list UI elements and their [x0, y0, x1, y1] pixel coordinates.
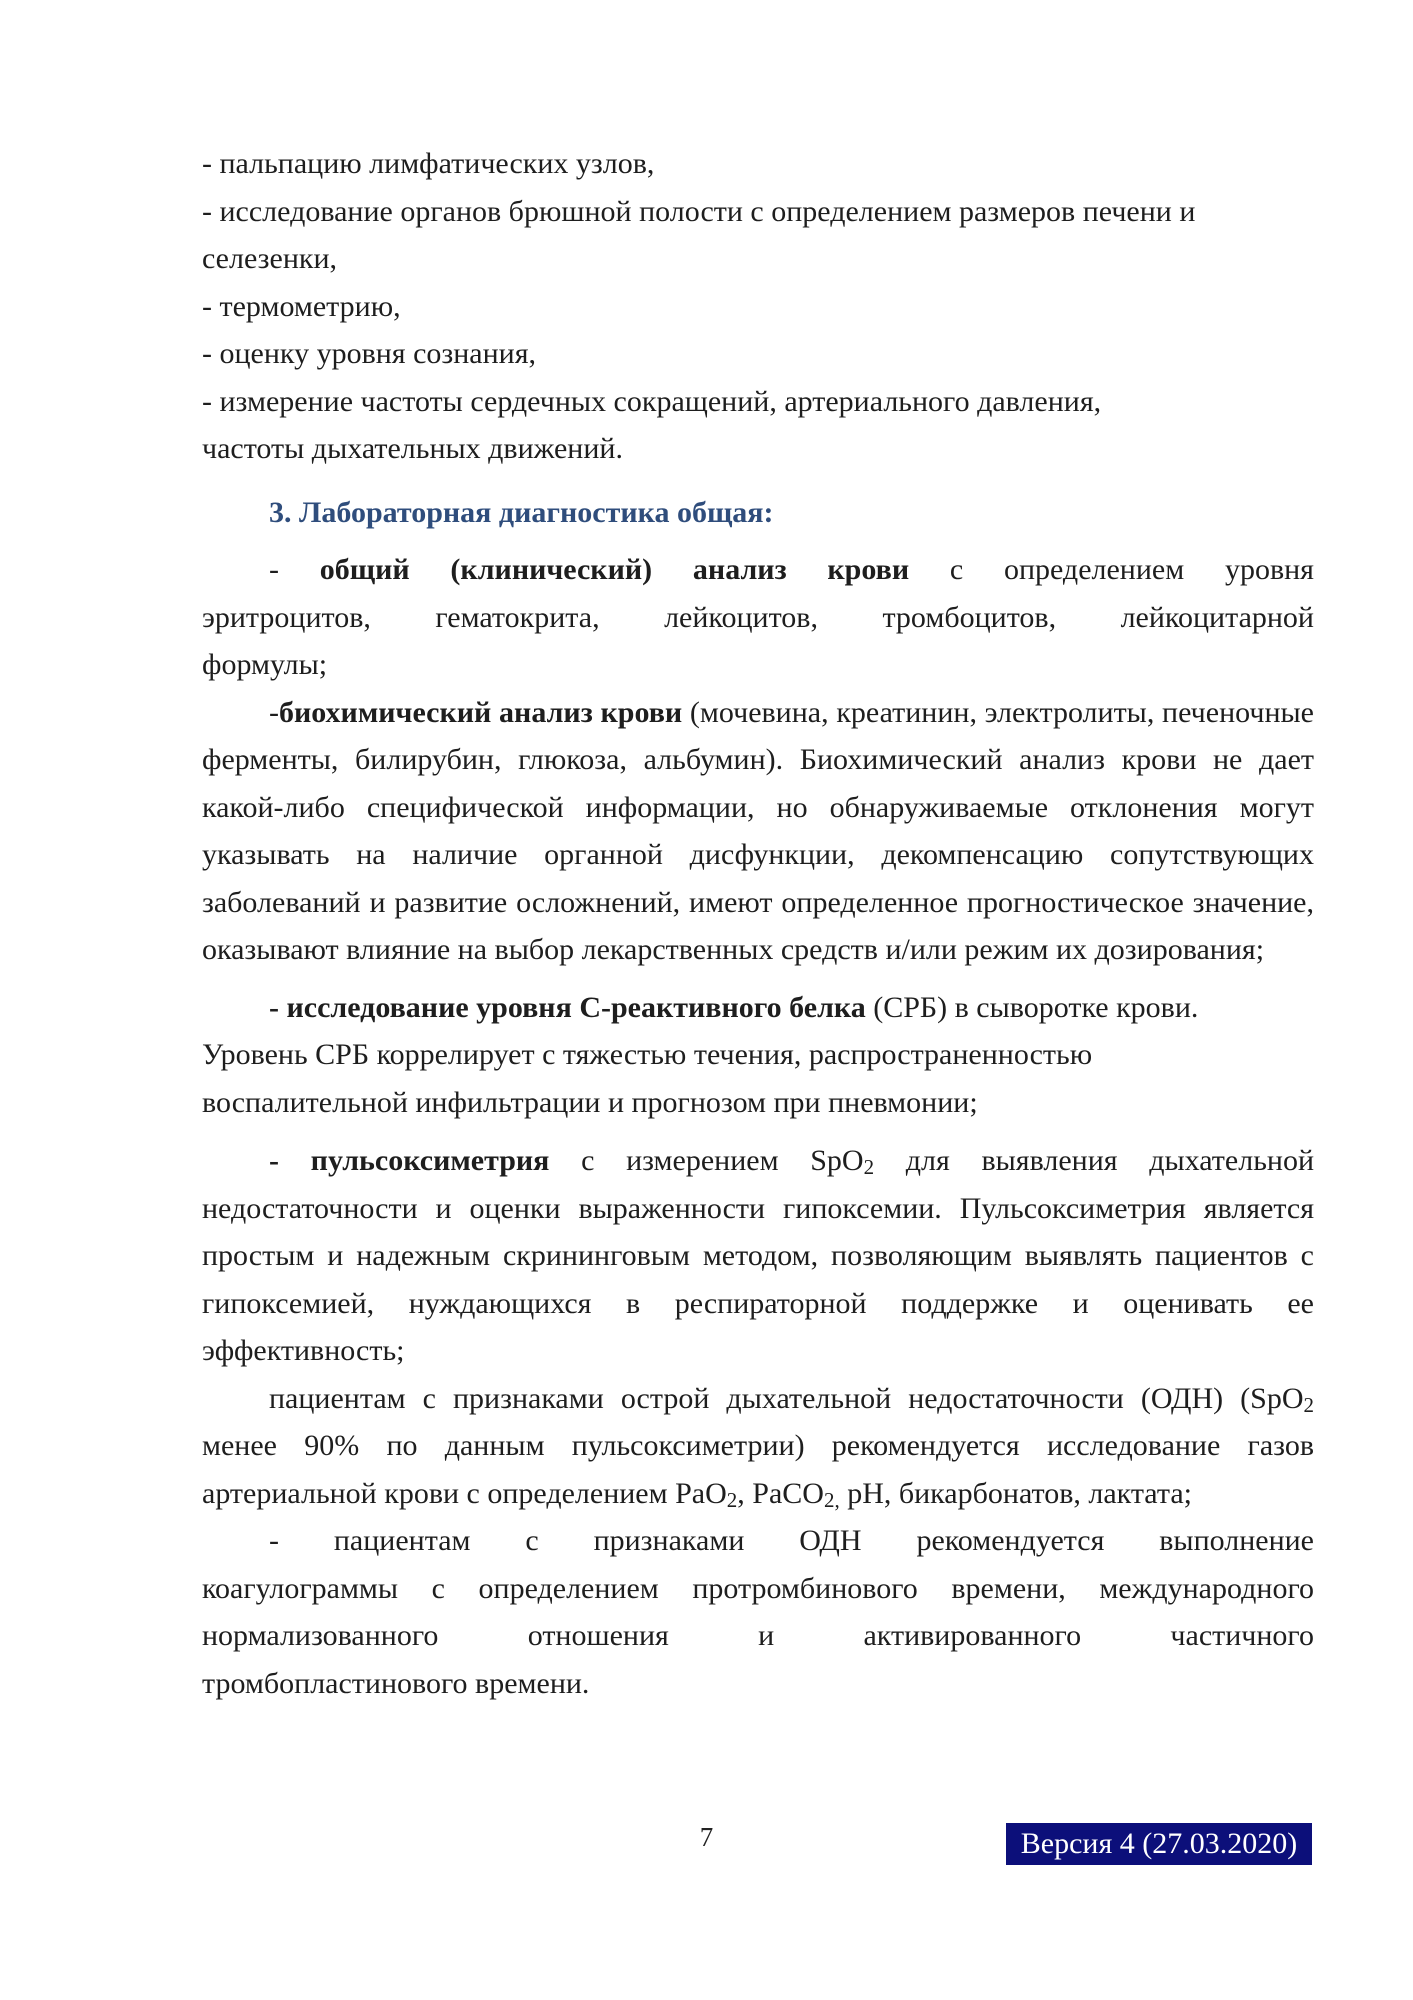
pulse-subscript: 2 [863, 1155, 875, 1179]
biochem-paragraph [202, 689, 1314, 974]
list-item-thermometry: - термометрию, [202, 289, 401, 323]
odn-subscript1: 2 [1303, 1392, 1314, 1417]
odn-text-part2: менее 90% по данным пульсоксиметрии) рекомендуется исследование газов артериальной крови с определением PaO [202, 1429, 1314, 1510]
coag-paragraph-line4: тромбопластинового времени. [202, 1666, 590, 1700]
pulse-text-part1: с измерением SpO [549, 1144, 864, 1177]
odn-text-part4: pH, бикарбонатов, лактата; [839, 1476, 1192, 1510]
document-body [202, 140, 1314, 1707]
pulse-oximetry-paragraph [202, 1137, 1314, 1375]
cbc-dash: - [269, 553, 320, 586]
odn-text-part3: , PaCO [737, 1476, 824, 1510]
crp-paragraph-line1 [202, 984, 1314, 1032]
list-item-palpation: - пальпацию лимфатических узлов, [202, 147, 655, 180]
crp-paragraph-line2: Уровень СРБ коррелирует с тяжестью течения, распространенностью [202, 1038, 1093, 1071]
coag-paragraph-line2: коагулограммы с определением протромбинового времени, международного [202, 1571, 1314, 1605]
biochem-text: (мочевина, креатинин, электролиты, печеночные ферменты, билирубин, глюкоза, альбумин). Биохимический анализ крови не дает какой-либо специфической информации, но обнаруживаемые отклонения могут указывать на наличие органной дисфункции, декомпенсацию сопутствующих заболеваний и развитие осложнений, имеют определенное прогностическое значение, оказывают влияние на выбор лекарственных средств и/или режим их дозирования; [202, 695, 1314, 966]
coag-paragraph-line3: нормализованного отношения и активированного частичного [202, 1619, 1314, 1652]
list-item-abdomen-line2: селезенки, [202, 242, 337, 275]
cbc-paragraph-line3: формулы; [202, 648, 328, 681]
cbc-bold-term: общий (клинический) анализ крови [319, 553, 910, 586]
page-number: 7 [699, 1822, 714, 1852]
pulse-text-part2: для выявления дыхательной недостаточности и оценки выраженности гипоксемии. Пульсоксиметрия является простым и надежным скрининговым методом, позволяющим выявлять пациентов с гипоксемией, нуждающихся в респираторной поддержке и оценивать ее эффективность; [202, 1144, 1314, 1367]
list-item-vitals-line2: частоты дыхательных движений. [202, 432, 623, 465]
list-item-consciousness: - оценку уровня сознания, [202, 337, 537, 370]
crp-line1-rest: (СРБ) в сыворотке крови. [865, 990, 1199, 1024]
odn-subscript2: 2 [726, 1487, 738, 1512]
pulse-bold-term: - пульсоксиметрия [269, 1144, 550, 1177]
odn-paragraph [202, 1375, 1314, 1518]
section-heading: 3. Лабораторная диагностика общая: [269, 495, 774, 529]
cbc-paragraph-line2: эритроцитов, гематокрита, лейкоцитов, тромбоцитов, лейкоцитарной [202, 600, 1314, 634]
list-item-vitals-line1: - измерение частоты сердечных сокращений, артериального давления, [202, 384, 1102, 418]
biochem-bold-term: биохимический анализ крови [279, 695, 683, 729]
odn-subscript3: 2, [823, 1487, 840, 1512]
crp-bold-term: - исследование уровня С-реактивного белка [269, 990, 866, 1024]
odn-text-part1: пациентам с признаками острой дыхательной недостаточности (ОДН) (SpO [269, 1381, 1304, 1415]
cbc-paragraph-line1 [202, 546, 1314, 594]
version-badge: Версия 4 (27.03.2020) [1006, 1823, 1312, 1865]
coag-paragraph-line1: - пациентам с признаками ОДН рекомендуется выполнение [269, 1524, 1314, 1557]
crp-paragraph-line3: воспалительной инфильтрации и прогнозом при пневмонии; [202, 1085, 978, 1119]
biochem-dash: - [269, 695, 279, 729]
cbc-line1-rest: с определением уровня [909, 553, 1314, 586]
list-item-abdomen-line1: - исследование органов брюшной полости с определением размеров печени и [202, 194, 1196, 228]
